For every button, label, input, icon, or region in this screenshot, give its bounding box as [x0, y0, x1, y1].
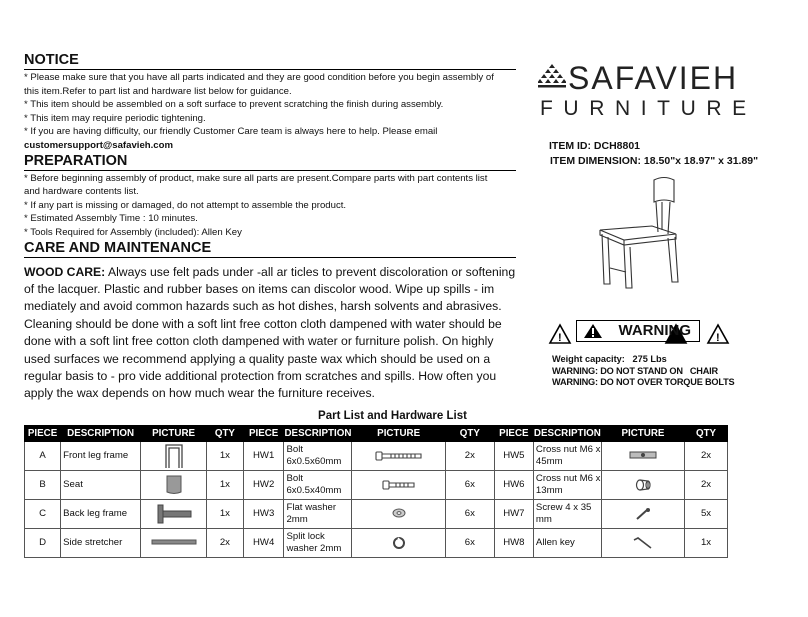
- flat-washer-icon: [392, 508, 406, 518]
- piece-description: Cross nut M6 x 45mm: [533, 442, 601, 471]
- cross-nut-45mm-icon: [629, 450, 657, 460]
- piece-description: Front leg frame: [61, 442, 141, 471]
- piece-picture: [601, 471, 684, 500]
- header-description: DESCRIPTION: [533, 426, 601, 442]
- header-piece: PIECE: [25, 426, 61, 442]
- preparation-heading: PREPARATION: [24, 153, 516, 171]
- header-picture: PICTURE: [352, 426, 445, 442]
- piece-id: HW7: [494, 500, 533, 529]
- support-email-link[interactable]: customersupport@safavieh.com: [24, 139, 174, 151]
- piece-picture: [141, 529, 207, 558]
- piece-id: HW5: [494, 442, 533, 471]
- notice-list: [24, 71, 519, 153]
- warning-stand-line: WARNING: DO NOT STAND ON: [552, 365, 683, 376]
- preparation-line: * If any part is missing or damaged, do not attempt to assemble the product.: [24, 199, 347, 211]
- piece-picture: [352, 471, 445, 500]
- warning-text: [552, 354, 734, 389]
- warning-torque-line: WARNING: DO NOT OVER TORQUE BOLTS: [552, 377, 735, 387]
- piece-id: B: [25, 471, 61, 500]
- preparation-list: [24, 172, 519, 240]
- parts-table: [24, 425, 728, 558]
- piece-picture: [352, 500, 445, 529]
- notice-line: * Please make sure that you have all parts indicated and they are good condition before you begin assembly of: [24, 72, 494, 83]
- split-lock-washer-icon: [392, 537, 406, 549]
- wood-care-paragraph: [24, 264, 519, 403]
- header-picture: PICTURE: [601, 426, 684, 442]
- weight-capacity-value: 275 Lbs: [632, 354, 667, 364]
- notice-heading: NOTICE: [24, 52, 516, 70]
- header-qty: QTY: [206, 426, 243, 442]
- piece-description: Bolt 6x0.5x40mm: [284, 471, 352, 500]
- piece-description: Split lock washer 2mm: [284, 529, 352, 558]
- safavieh-logo: [538, 58, 788, 124]
- header-qty: QTY: [445, 426, 494, 442]
- piece-qty: 6x: [445, 500, 494, 529]
- piece-id: C: [25, 500, 61, 529]
- cross-nut-13mm-icon: [635, 478, 651, 492]
- notice-line: * This item may require periodic tightening.: [24, 112, 206, 124]
- notice-line: * If you are having difficulty, our friendly Customer Care team is always here to help. Please email: [24, 126, 438, 138]
- item-info: [549, 139, 758, 169]
- piece-description: Flat washer 2mm: [284, 500, 352, 529]
- logo-subtitle: FURNITURE: [540, 97, 757, 120]
- piece-description: Side stretcher: [61, 529, 141, 558]
- piece-id: HW6: [494, 471, 533, 500]
- piece-qty: 1x: [206, 442, 243, 471]
- preparation-line: * Estimated Assembly Time : 10 minutes.: [24, 213, 198, 225]
- screw-icon: [635, 507, 651, 521]
- header-picture: PICTURE: [141, 426, 207, 442]
- piece-description: Screw 4 x 35 mm: [533, 500, 601, 529]
- header-description: DESCRIPTION: [61, 426, 141, 442]
- back-leg-frame-icon: [156, 503, 192, 525]
- svg-text:!: !: [558, 332, 562, 344]
- logo-diamond-icon: [538, 64, 566, 90]
- piece-qty: 2x: [685, 442, 728, 471]
- header-description: DESCRIPTION: [284, 426, 352, 442]
- piece-picture: [601, 500, 684, 529]
- front-leg-frame-icon: [164, 443, 184, 469]
- table-title: Part List and Hardware List: [318, 410, 467, 422]
- table-row: [25, 500, 728, 529]
- piece-picture: [141, 442, 207, 471]
- piece-qty: 1x: [685, 529, 728, 558]
- wood-care-label: WOOD CARE:: [24, 264, 106, 279]
- piece-picture: [141, 500, 207, 529]
- warning-title-box: [576, 320, 700, 342]
- piece-picture: [352, 529, 445, 558]
- svg-text:!: !: [716, 332, 720, 344]
- bolt-40mm-icon: [382, 479, 416, 491]
- piece-id: A: [25, 442, 61, 471]
- side-stretcher-icon: [151, 538, 197, 546]
- care-heading: CARE AND MAINTENANCE: [24, 240, 516, 258]
- wood-care-text: Always use felt pads under -all ar ticles to prevent discoloration or softening of the lacquer. Plastic and rubber bases on items can discolor wood. Wipe up spills - im mediately and avoid common hazards such as hot dishes, harsh solvents and abrasives. Cleaning should be done with a soft lint free cotton cloth dampened with water should be done with a soft lint free cotton cloth dampened with water or furniture polish. On highly used surfaces we recommend applying a quality paste wax which should be used on a regular basis to - pro vide additional protection from scratches and spills. How often you apply the wax depends on how much wear the furniture receives.: [24, 264, 516, 401]
- table-row: [25, 442, 728, 471]
- header-piece: PIECE: [494, 426, 533, 442]
- weight-capacity-label: Weight capacity:: [552, 354, 625, 364]
- warning-alert-icon: [583, 323, 603, 339]
- preparation-line: * Before beginning assembly of product, make sure all parts are present.Compare parts with part contents list: [24, 172, 488, 184]
- piece-qty: 6x: [445, 471, 494, 500]
- piece-picture: [601, 442, 684, 471]
- logo-wordmark: SAFAVIEH: [568, 60, 739, 96]
- piece-qty: 1x: [206, 471, 243, 500]
- piece-description: Allen key: [533, 529, 601, 558]
- preparation-line: * Tools Required for Assembly (included): Allen Key: [24, 226, 242, 238]
- warning-label: [548, 318, 738, 398]
- piece-qty: 2x: [445, 442, 494, 471]
- notice-line: this item.Refer to part list and hardware list below for guidance.: [24, 85, 292, 97]
- piece-id: D: [25, 529, 61, 558]
- piece-qty: 5x: [685, 500, 728, 529]
- item-dimension: ITEM DIMENSION: 18.50"x 18.97" x 31.89": [550, 155, 759, 167]
- table-row: [25, 529, 728, 558]
- piece-qty: 2x: [685, 471, 728, 500]
- piece-id: HW8: [494, 529, 533, 558]
- chair-illustration: [590, 172, 690, 292]
- piece-description: Seat: [61, 471, 141, 500]
- piece-description: Bolt 6x0.5x60mm: [284, 442, 352, 471]
- piece-qty: 2x: [206, 529, 243, 558]
- item-id: ITEM ID: DCH8801: [549, 140, 641, 152]
- instructions-column: [24, 52, 519, 403]
- seat-icon: [165, 474, 183, 496]
- piece-id: HW2: [243, 471, 284, 500]
- header-piece: PIECE: [243, 426, 284, 442]
- preparation-line: and hardware contents list.: [24, 186, 139, 198]
- table-row: [25, 471, 728, 500]
- piece-description: Back leg frame: [61, 500, 141, 529]
- piece-picture: [601, 529, 684, 558]
- header-qty: QTY: [685, 426, 728, 442]
- bolt-60mm-icon: [375, 450, 423, 462]
- piece-qty: 6x: [445, 529, 494, 558]
- piece-description: Cross nut M6 x 13mm: [533, 471, 601, 500]
- piece-picture: [352, 442, 445, 471]
- warning-title: WARNING: [618, 322, 691, 339]
- piece-id: HW3: [243, 500, 284, 529]
- warning-stand-object: CHAIR: [689, 365, 718, 376]
- notice-line: * This item should be assembled on a soft surface to prevent scratching the finish during assembly.: [24, 99, 444, 111]
- piece-id: HW4: [243, 529, 284, 558]
- piece-picture: [141, 471, 207, 500]
- table-header-row: [25, 426, 728, 442]
- allen-key-icon: [633, 536, 653, 550]
- piece-qty: 1x: [206, 500, 243, 529]
- piece-id: HW1: [243, 442, 284, 471]
